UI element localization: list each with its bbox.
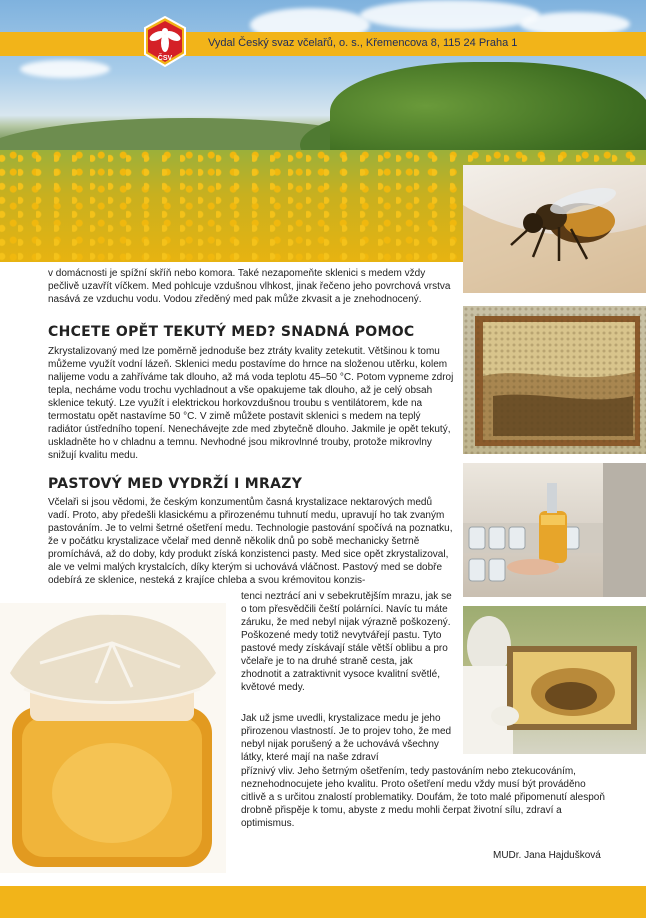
honey-jars-photo <box>463 463 646 597</box>
section2-body-wide: Včelaři si jsou vědomi, že českým konzumentům časná krystalizace nektarových medů vadí. Proto, aby předešli klasickému a přirozenému tuhnutí medu, upravují ho tak zvaným pastováním. Je to velmi šetrné ošetření medu. Technologie pastování spočívá na poznatku, že v počátku krystalizace včelař med denně několik dnů po sobě mechanicky šetrně promíchává, až do doby, kdy produkt získá konzistenci pasty. Med sice opět zkrystalizoval, ale ve velmi malých krystalcích, díky kterým si uchovává vláčnost. Pastový med se dobře odebírá ze sklenice, nesteká z krajíce chleba a svou krémovitou konzis- <box>48 497 453 586</box>
section-heading-creamed-honey: PASTOVÝ MED VYDRŽÍ I MRAZY <box>48 476 303 492</box>
conclusion-paragraph-wide: příznivý vliv. Jeho šetrným ošetřením, tedy pastováním nebo ztekucováním, neznehodnocujete jeho kvalitu. Proto ošetření medu vždy musí být prováděno citlivě a s určitou znalostí problematiky. Doufám, že toto malé připomenutí alespoň drobně přispěje k tomu, abyste z medu mohli čerpat životní sílu, zdraví a optimismus. <box>241 766 605 829</box>
honeycomb-frame-photo <box>463 306 646 454</box>
section-heading-liquid-honey: CHCETE OPĚT TEKUTÝ MED? SNADNÁ POMOC <box>48 324 415 340</box>
bee-photo <box>463 165 646 293</box>
conclusion-paragraph-narrow: Jak už jsme uvedli, krystalizace medu je jeho přirozenou vlastností. Je to projev toho, že med nebyl nijak porušený a že uchovává všechny látky, které mají na naše zdraví <box>241 713 452 763</box>
section2-body-narrow: tenci neztrácí ani v sebekrutějším mrazu, jak se o tom přesvědčili čeští polárníci. Navíc tu máte záruku, že med nebyl nijak výrazně poškozený. Poškozené medy totiž nevytvářejí pastu. Tyto pastové medy získávají stále větší oblibu a pro včelaře je to na druhé straně cesta, jak zhodnotit a zatraktivnit vysoce kvalitní světlé, květové medy. <box>241 591 452 693</box>
author-signature: MUDr. Jana Hajdušková <box>493 850 601 861</box>
csv-bee-logo <box>143 16 187 74</box>
beekeeper-photo <box>463 606 646 754</box>
intro-paragraph: v domácnosti je spížní skříň nebo komora. Také nezapomeňte sklenici s medem vždy pečlivě uzavřít víčkem. Med pohlcuje vzdušnou vlhkost, jinak řečeno jeho povrchová vrstva nasává ze vzduchu vodu. Vodou zředěný med pak může zkvasit a je znehodnocený. <box>48 268 451 305</box>
section1-body: Zkrystalizovaný med lze poměrně jednoduše bez ztráty kvality zetekutit. Většinou k tomu můžeme využít vodní lázeň. Sklenici medu postavíme do hrnce na složenou utěrku, kolem nalijeme vodu a zahříváme tak dlouho, až má voda teplotu 45–50 °C. Potom vypneme zdroj tepla, necháme vodu trochu vychladnout a vše opakujeme tak dlouho, až je celý obsah sklenice tekutý. Lze využít i elektrickou horkovzdušnou troubu s ventilátorem, kde na termostatu opět nastavíme 50 °C. V zimě můžete postavit sklenici s medem na teplý radiátor ústředního topení. Nenechávejte zde med zbytečně dlouho. Jakmile je opět tekutý, uskladněte ho v chladnu a temnu. Nevhodné jsou mikrovlnné trouby, protože mikrovlny snižují kvalitu medu. <box>48 346 454 461</box>
publisher-text: Vydal Český svaz včelařů, o. s., Křemencova 8, 115 24 Praha 1 <box>208 37 518 49</box>
logo-text: ČSV <box>157 55 173 62</box>
honey-jar-photo <box>0 603 226 873</box>
footer-bar <box>0 886 646 918</box>
